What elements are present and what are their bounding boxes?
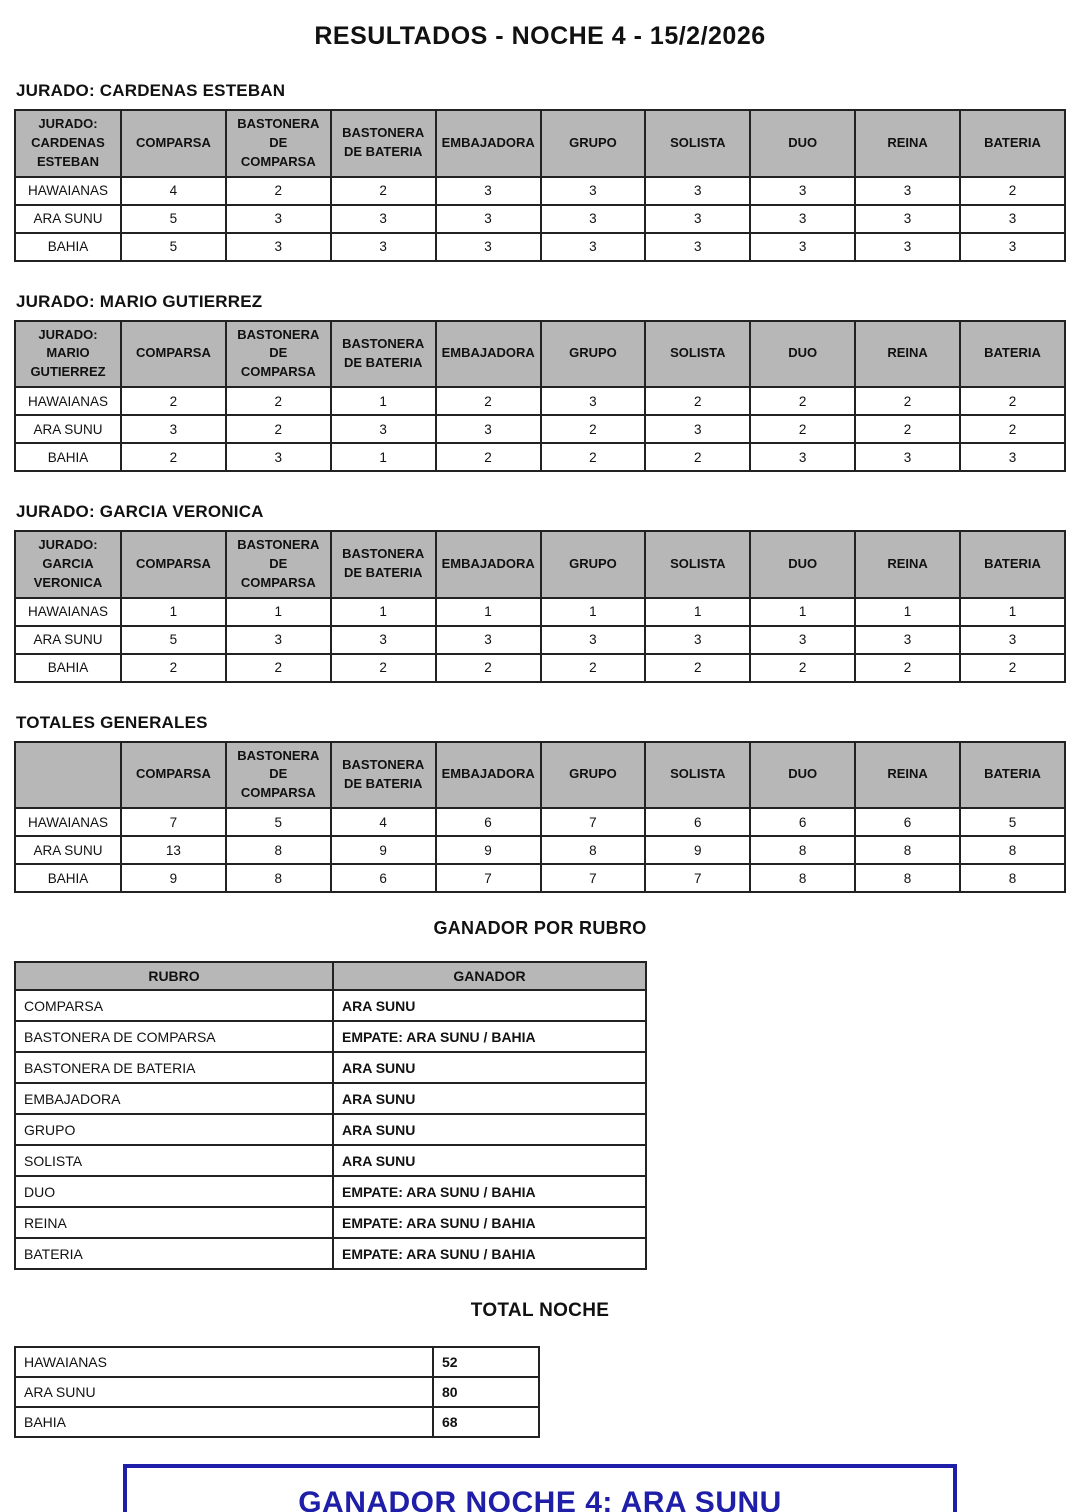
column-header: REINA [855, 742, 960, 809]
score-cell: 5 [121, 205, 226, 233]
score-cell: 2 [436, 443, 541, 471]
rubro-label: BATERIA [15, 1238, 333, 1269]
table-row [15, 205, 1065, 233]
row-label: BAHIA [15, 443, 121, 471]
rubro-label: GRUPO [15, 1114, 333, 1145]
column-header: GRUPO [541, 531, 646, 598]
row-label: HAWAIANAS [15, 808, 121, 836]
table-row [15, 654, 1065, 682]
total-noche-table [14, 1346, 540, 1438]
score-table-corner: JURADO: CARDENAS ESTEBAN [15, 110, 121, 177]
score-table-corner [15, 742, 121, 809]
score-cell: 3 [226, 443, 331, 471]
score-cell: 9 [645, 836, 750, 864]
rubro-label: BASTONERA DE COMPARSA [15, 1021, 333, 1052]
score-cell: 1 [541, 598, 646, 626]
column-header: BASTONERA DE BATERIA [331, 531, 436, 598]
score-cell: 3 [855, 443, 960, 471]
score-cell: 4 [121, 177, 226, 205]
score-cell: 2 [855, 387, 960, 415]
score-cell: 2 [226, 415, 331, 443]
column-header: REINA [855, 321, 960, 388]
score-cell: 2 [750, 654, 855, 682]
row-label: ARA SUNU [15, 836, 121, 864]
score-cell: 3 [226, 205, 331, 233]
score-cell: 1 [121, 598, 226, 626]
table-row [15, 864, 1065, 892]
score-cell: 8 [750, 836, 855, 864]
column-header: REINA [855, 110, 960, 177]
row-label: ARA SUNU [15, 205, 121, 233]
score-cell: 3 [541, 177, 646, 205]
score-cell: 2 [541, 654, 646, 682]
score-cell: 1 [855, 598, 960, 626]
score-cell: 3 [645, 177, 750, 205]
table-row [15, 1052, 646, 1083]
column-header: BASTONERA DE BATERIA [331, 321, 436, 388]
column-header: BATERIA [960, 110, 1065, 177]
score-cell: 2 [960, 177, 1065, 205]
column-header: DUO [750, 531, 855, 598]
column-header: BASTONERA DE COMPARSA [226, 110, 331, 177]
score-cell: 1 [960, 598, 1065, 626]
score-cell: 1 [331, 598, 436, 626]
score-cell: 8 [960, 864, 1065, 892]
column-header: SOLISTA [645, 531, 750, 598]
score-cell: 3 [541, 626, 646, 654]
score-cell: 7 [541, 808, 646, 836]
column-header: COMPARSA [121, 742, 226, 809]
score-cell: 2 [855, 415, 960, 443]
ganador-header-row [15, 962, 646, 990]
score-cell: 9 [121, 864, 226, 892]
score-cell: 2 [331, 177, 436, 205]
score-cell: 3 [121, 415, 226, 443]
heading-ganador-por-rubro: GANADOR POR RUBRO [433, 918, 647, 939]
score-cell: 3 [645, 233, 750, 261]
score-cell: 9 [331, 836, 436, 864]
score-cell: 3 [331, 626, 436, 654]
score-cell: 2 [541, 415, 646, 443]
column-header: BATERIA [960, 531, 1065, 598]
score-table-corner: JURADO: GARCIA VERONICA [15, 531, 121, 598]
score-cell: 3 [960, 205, 1065, 233]
score-cell: 3 [960, 233, 1065, 261]
score-table-totales-generales [14, 741, 1066, 894]
score-cell: 13 [121, 836, 226, 864]
score-cell: 2 [121, 443, 226, 471]
score-header-row [15, 742, 1065, 809]
score-cell: 3 [855, 177, 960, 205]
score-cell: 7 [645, 864, 750, 892]
rubro-winner: ARA SUNU [333, 1083, 646, 1114]
team-total: 68 [433, 1407, 539, 1437]
rubro-label: REINA [15, 1207, 333, 1238]
table-row [15, 1207, 646, 1238]
score-cell: 2 [750, 387, 855, 415]
score-cell: 3 [855, 626, 960, 654]
score-cell: 2 [645, 443, 750, 471]
score-cell: 1 [331, 443, 436, 471]
table-row [15, 233, 1065, 261]
rubro-label: EMBAJADORA [15, 1083, 333, 1114]
heading-jurado-cardenas-esteban: JURADO: CARDENAS ESTEBAN [16, 81, 286, 100]
heading-totales-generales: TOTALES GENERALES [16, 712, 208, 732]
score-cell: 3 [645, 415, 750, 443]
score-cell: 6 [645, 808, 750, 836]
column-header: SOLISTA [645, 321, 750, 388]
score-cell: 3 [855, 205, 960, 233]
table-row [15, 1347, 539, 1377]
rubro-winner: ARA SUNU [333, 1052, 646, 1083]
column-header: EMBAJADORA [436, 110, 541, 177]
score-header-row [15, 321, 1065, 388]
score-cell: 8 [855, 864, 960, 892]
score-cell: 3 [331, 205, 436, 233]
score-cell: 2 [960, 654, 1065, 682]
table-row [15, 990, 646, 1021]
column-header: COMPARSA [121, 321, 226, 388]
score-cell: 2 [226, 177, 331, 205]
score-cell: 2 [121, 387, 226, 415]
column-header: REINA [855, 531, 960, 598]
score-cell: 3 [226, 626, 331, 654]
rubro-label: COMPARSA [15, 990, 333, 1021]
score-cell: 5 [121, 233, 226, 261]
table-row [15, 808, 1065, 836]
score-cell: 5 [960, 808, 1065, 836]
column-header: SOLISTA [645, 110, 750, 177]
score-cell: 3 [226, 233, 331, 261]
score-cell: 3 [436, 205, 541, 233]
column-header: COMPARSA [121, 110, 226, 177]
column-header: DUO [750, 321, 855, 388]
score-cell: 3 [750, 177, 855, 205]
score-cell: 1 [436, 598, 541, 626]
heading-jurado-mario-gutierrez: JURADO: MARIO GUTIERREZ [16, 291, 263, 311]
column-header-rubro: RUBRO [15, 962, 333, 990]
page-title: RESULTADOS - NOCHE 4 - 15/2/2026 [314, 22, 766, 50]
rubro-label: BASTONERA DE BATERIA [15, 1052, 333, 1083]
score-cell: 5 [121, 626, 226, 654]
score-cell: 3 [750, 233, 855, 261]
score-cell: 3 [645, 626, 750, 654]
row-label: ARA SUNU [15, 415, 121, 443]
ganador-por-rubro-table [14, 961, 647, 1270]
score-cell: 3 [750, 443, 855, 471]
row-label: BAHIA [15, 864, 121, 892]
table-row [15, 1083, 646, 1114]
score-cell: 3 [750, 205, 855, 233]
score-cell: 2 [645, 387, 750, 415]
table-row [15, 1145, 646, 1176]
column-header: GRUPO [541, 110, 646, 177]
score-cell: 6 [855, 808, 960, 836]
score-cell: 2 [331, 654, 436, 682]
table-row [15, 1238, 646, 1269]
score-cell: 3 [436, 626, 541, 654]
rubro-winner: EMPATE: ARA SUNU / BAHIA [333, 1176, 646, 1207]
score-header-row [15, 110, 1065, 177]
score-cell: 3 [541, 387, 646, 415]
score-cell: 3 [645, 205, 750, 233]
winner-banner [123, 1464, 957, 1512]
heading-total-noche: TOTAL NOCHE [470, 1300, 610, 1322]
rubro-label: SOLISTA [15, 1145, 333, 1176]
score-cell: 4 [331, 808, 436, 836]
score-cell: 6 [750, 808, 855, 836]
rubro-winner: ARA SUNU [333, 1114, 646, 1145]
table-row [15, 415, 1065, 443]
score-cell: 7 [541, 864, 646, 892]
score-cell: 1 [226, 598, 331, 626]
score-cell: 3 [436, 177, 541, 205]
rubro-winner: ARA SUNU [333, 990, 646, 1021]
score-cell: 2 [121, 654, 226, 682]
column-header: BATERIA [960, 321, 1065, 388]
score-cell: 8 [750, 864, 855, 892]
score-cell: 8 [960, 836, 1065, 864]
score-cell: 2 [541, 443, 646, 471]
column-header: EMBAJADORA [436, 321, 541, 388]
rubro-winner: ARA SUNU [333, 1145, 646, 1176]
rubro-winner: EMPATE: ARA SUNU / BAHIA [333, 1207, 646, 1238]
table-row [15, 598, 1065, 626]
score-cell: 2 [960, 387, 1065, 415]
row-label: ARA SUNU [15, 626, 121, 654]
score-cell: 5 [226, 808, 331, 836]
score-table-corner: JURADO: MARIO GUTIERREZ [15, 321, 121, 388]
column-header: BATERIA [960, 742, 1065, 809]
score-cell: 1 [750, 598, 855, 626]
team-total: 52 [433, 1347, 539, 1377]
team-total: 80 [433, 1377, 539, 1407]
score-cell: 7 [121, 808, 226, 836]
score-cell: 7 [436, 864, 541, 892]
column-header: BASTONERA DE BATERIA [331, 110, 436, 177]
score-cell: 3 [541, 205, 646, 233]
winner-banner-text: GANADOR NOCHE 4: ARA SUNU [298, 1486, 782, 1512]
score-table-mario-gutierrez [14, 320, 1066, 473]
column-header-ganador: GANADOR [333, 962, 646, 990]
score-cell: 3 [960, 443, 1065, 471]
column-header: SOLISTA [645, 742, 750, 809]
score-cell: 3 [541, 233, 646, 261]
rubro-label: DUO [15, 1176, 333, 1207]
row-label: HAWAIANAS [15, 598, 121, 626]
score-cell: 8 [541, 836, 646, 864]
table-row [15, 387, 1065, 415]
score-cell: 2 [645, 654, 750, 682]
column-header: EMBAJADORA [436, 742, 541, 809]
column-header: GRUPO [541, 742, 646, 809]
score-cell: 3 [436, 415, 541, 443]
score-cell: 3 [960, 626, 1065, 654]
heading-jurado-garcia-veronica: JURADO: GARCIA VERONICA [16, 502, 264, 522]
rubro-winner: EMPATE: ARA SUNU / BAHIA [333, 1238, 646, 1269]
column-header: EMBAJADORA [436, 531, 541, 598]
column-header: BASTONERA DE BATERIA [331, 742, 436, 809]
score-cell: 1 [645, 598, 750, 626]
column-header: BASTONERA DE COMPARSA [226, 321, 331, 388]
row-label: BAHIA [15, 654, 121, 682]
score-cell: 6 [331, 864, 436, 892]
score-cell: 2 [226, 387, 331, 415]
table-row [15, 836, 1065, 864]
row-label: HAWAIANAS [15, 177, 121, 205]
table-row [15, 1407, 539, 1437]
score-cell: 3 [750, 626, 855, 654]
team-label: ARA SUNU [15, 1377, 433, 1407]
team-label: BAHIA [15, 1407, 433, 1437]
score-header-row [15, 531, 1065, 598]
table-row [15, 1021, 646, 1052]
column-header: GRUPO [541, 321, 646, 388]
table-row [15, 1176, 646, 1207]
column-header: DUO [750, 742, 855, 809]
score-cell: 2 [855, 654, 960, 682]
column-header: BASTONERA DE COMPARSA [226, 742, 331, 809]
column-header: DUO [750, 110, 855, 177]
score-cell: 2 [750, 415, 855, 443]
score-cell: 8 [855, 836, 960, 864]
score-cell: 3 [855, 233, 960, 261]
table-row [15, 1377, 539, 1407]
score-cell: 2 [436, 654, 541, 682]
score-cell: 8 [226, 836, 331, 864]
rubro-winner: EMPATE: ARA SUNU / BAHIA [333, 1021, 646, 1052]
table-row [15, 1114, 646, 1145]
column-header: COMPARSA [121, 531, 226, 598]
table-row [15, 443, 1065, 471]
table-row [15, 177, 1065, 205]
score-cell: 3 [331, 415, 436, 443]
score-cell: 3 [331, 233, 436, 261]
score-cell: 3 [436, 233, 541, 261]
row-label: HAWAIANAS [15, 387, 121, 415]
score-cell: 2 [226, 654, 331, 682]
row-label: BAHIA [15, 233, 121, 261]
score-table-cardenas-esteban [14, 109, 1066, 262]
column-header: BASTONERA DE COMPARSA [226, 531, 331, 598]
score-cell: 9 [436, 836, 541, 864]
score-cell: 8 [226, 864, 331, 892]
score-cell: 2 [436, 387, 541, 415]
score-table-garcia-veronica [14, 530, 1066, 683]
score-cell: 2 [960, 415, 1065, 443]
team-label: HAWAIANAS [15, 1347, 433, 1377]
score-cell: 6 [436, 808, 541, 836]
table-row [15, 626, 1065, 654]
score-cell: 1 [331, 387, 436, 415]
